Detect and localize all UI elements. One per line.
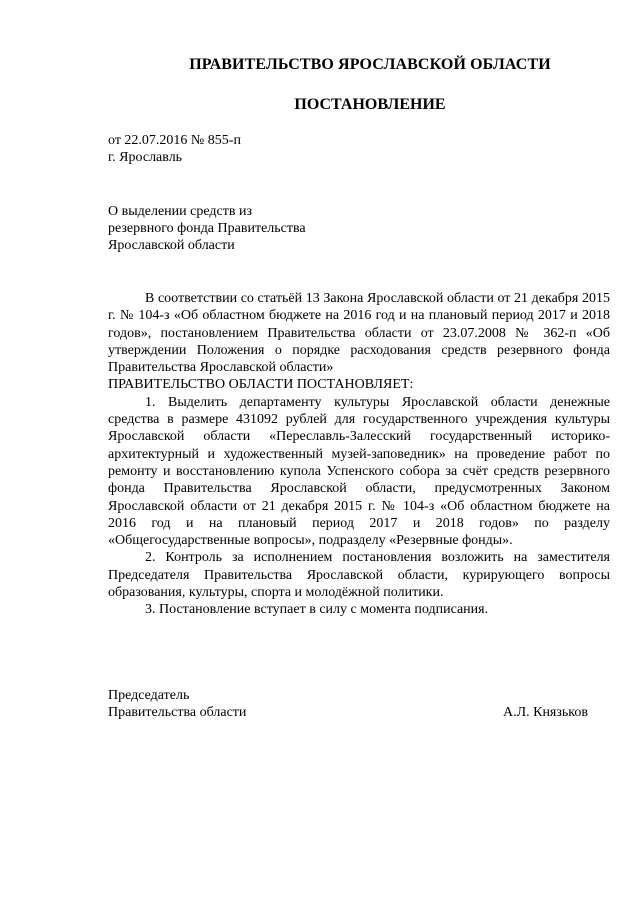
- item-2-paragraph: 2. Контроль за исполнением постановления возложить на заместителя Председателя Правительства Ярославской области, курирующего вопросы образования, культуры, спорта и молодёжной политики.: [108, 550, 610, 601]
- signatory-name: А.Л. Князьков: [503, 705, 588, 720]
- subject-line-3: Ярославской области: [108, 238, 235, 253]
- subject-line-2: резервного фонда Правительства: [108, 221, 306, 236]
- subject-line-1: О выделении средств из: [108, 204, 252, 219]
- item-1-paragraph: 1. Выделить департаменту культуры Ярославской области денежные средства в размере 431092 рублей для государственного учреждения культуры Ярославской области «Переславль-Залесский государственный историко-архитектурный и художественный музей-заповедник» на проведение работ по ремонту и восстановлению купола Успенского собора за счёт средств резервного фонда Правительства Ярославской области, предусмотренных Законом Ярославской области от 21 декабря 2015 г. № 104-з «Об областном бюджете на 2016 год и на плановый период 2017 и 2018 годов» по разделу «Общегосударственные вопросы», подразделу «Резервные фонды».: [108, 394, 610, 549]
- signature-row: [108, 704, 588, 721]
- item-3-paragraph: 3. Постановление вступает в силу с момента подписания.: [145, 602, 489, 618]
- document-type-title: ПОСТАНОВЛЕНИЕ: [294, 96, 446, 113]
- decree-heading: ПРАВИТЕЛЬСТВО ОБЛАСТИ ПОСТАНОВЛЯЕТ:: [108, 377, 414, 393]
- date-number: от 22.07.2016 № 855-п: [108, 133, 241, 148]
- signatory-position-line-1: Председатель: [108, 688, 190, 703]
- signatory-position-line-2: Правительства области: [108, 705, 247, 720]
- preamble-paragraph: В соответствии со статьёй 13 Закона Ярославской области от 21 декабря 2015 г. № 104-з «Об областном бюджете на 2016 год и на плановый период 2017 и 2018 годов», постановлением Правительства области от 23.07.2008 № 362-п «Об утверждении Положения о порядке расходования средств резервного фонда Правительства Ярославской области»: [108, 291, 610, 376]
- place: г. Ярославль: [108, 150, 183, 165]
- government-title: ПРАВИТЕЛЬСТВО ЯРОСЛАВСКОЙ ОБЛАСТИ: [189, 56, 551, 73]
- document-body: [108, 290, 610, 619]
